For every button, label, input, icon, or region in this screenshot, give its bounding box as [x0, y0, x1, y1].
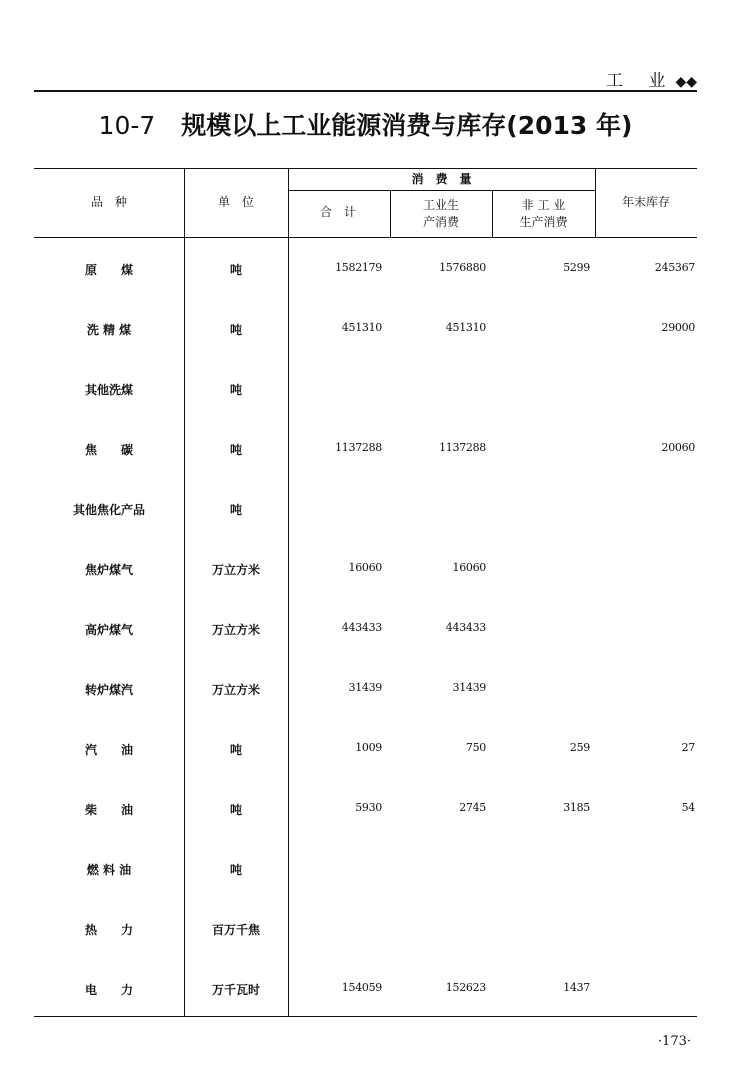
- table-row: [34, 681, 697, 701]
- row-unit: 吨: [229, 263, 242, 277]
- row-stock: 245367: [654, 261, 695, 274]
- row-variety: 原 煤: [84, 263, 133, 277]
- row-unit: 吨: [229, 383, 242, 397]
- table-row: [34, 801, 697, 821]
- row-unit: 百万千焦: [211, 923, 260, 937]
- row-variety: 焦炉煤气: [84, 563, 133, 577]
- table-row: [34, 381, 697, 401]
- row-total: 31439: [348, 681, 382, 694]
- row-stock: 29000: [661, 321, 695, 334]
- row-stock: 20060: [661, 441, 695, 454]
- table-header-rule: [34, 237, 697, 238]
- row-variety: 高炉煤气: [84, 623, 133, 637]
- row-industrial: 451310: [445, 321, 486, 334]
- row-unit: 万千瓦时: [211, 983, 260, 997]
- header-stock: 年末库存: [621, 195, 670, 209]
- row-total: 1009: [355, 741, 382, 754]
- row-nonindustrial: 5299: [563, 261, 590, 274]
- header-industrial-line2: 产消费: [422, 215, 459, 229]
- header-unit: 单 位: [217, 195, 254, 209]
- row-nonindustrial: 259: [569, 741, 590, 754]
- row-variety: 电 力: [84, 983, 133, 997]
- row-total: 16060: [348, 561, 382, 574]
- row-unit: 万立方米: [211, 683, 260, 697]
- row-unit: 万立方米: [211, 623, 260, 637]
- row-total: 443433: [341, 621, 382, 634]
- table-row: [34, 441, 697, 461]
- table-row: [34, 561, 697, 581]
- row-industrial: 31439: [452, 681, 486, 694]
- row-unit: 吨: [229, 803, 242, 817]
- page-title: [0, 106, 731, 142]
- row-total: 1582179: [335, 261, 382, 274]
- header-industrial-line1: 工业生: [422, 198, 459, 212]
- header-consumption: 消 费 量: [411, 172, 472, 186]
- table-row: [34, 741, 697, 761]
- header-total: 合 计: [320, 205, 357, 219]
- row-variety: 柴 油: [84, 803, 133, 817]
- row-unit: 吨: [229, 503, 242, 517]
- row-industrial: 443433: [445, 621, 486, 634]
- column-divider: [288, 169, 289, 1017]
- row-variety: 转炉煤汽: [84, 683, 133, 697]
- header-nonindustrial: [492, 197, 595, 231]
- section-name: 工 业: [606, 71, 676, 91]
- row-unit: 吨: [229, 743, 242, 757]
- table-row: [34, 621, 697, 641]
- row-variety: 其他焦化产品: [72, 503, 145, 517]
- page-number: ·173·: [657, 1034, 691, 1049]
- table-bottom-rule: [34, 1016, 697, 1017]
- row-total: 154059: [341, 981, 382, 994]
- table-title: 规模以上工业能源消费与库存(2013 年): [181, 111, 633, 140]
- row-nonindustrial: 3185: [563, 801, 590, 814]
- row-variety: 汽 油: [84, 743, 133, 757]
- header-variety: 品 种: [90, 195, 127, 209]
- row-variety: 热 力: [84, 923, 133, 937]
- row-industrial: 16060: [452, 561, 486, 574]
- header-industrial: [390, 197, 492, 231]
- table-number: 10-7: [98, 111, 156, 140]
- row-variety: 燃 料 油: [86, 863, 132, 877]
- diamond-icon: ◆◆: [675, 74, 697, 90]
- row-unit: 吨: [229, 443, 242, 457]
- row-unit: 吨: [229, 323, 242, 337]
- row-variety: 洗 精 煤: [86, 323, 132, 337]
- section-header: [606, 66, 697, 91]
- row-total: 451310: [341, 321, 382, 334]
- row-industrial: 1137288: [439, 441, 486, 454]
- row-stock: 27: [681, 741, 695, 754]
- header-nonindustrial-line2: 生产消费: [519, 215, 568, 229]
- table-row: [34, 321, 697, 341]
- row-total: 5930: [355, 801, 382, 814]
- table-row: [34, 981, 697, 1001]
- table-top-rule: [34, 168, 697, 169]
- table-row: [34, 501, 697, 521]
- row-nonindustrial: 1437: [563, 981, 590, 994]
- table-row: [34, 921, 697, 941]
- table-row: [34, 261, 697, 281]
- row-industrial: 750: [465, 741, 486, 754]
- row-unit: 吨: [229, 863, 242, 877]
- row-variety: 焦 碳: [84, 443, 133, 457]
- row-total: 1137288: [335, 441, 382, 454]
- row-variety: 其他洗煤: [84, 383, 133, 397]
- consumption-subheader-rule: [288, 190, 595, 191]
- row-industrial: 2745: [459, 801, 486, 814]
- row-stock: 54: [681, 801, 695, 814]
- header-rule: [34, 90, 697, 92]
- row-unit: 万立方米: [211, 563, 260, 577]
- row-industrial: 1576880: [439, 261, 486, 274]
- column-divider: [184, 169, 185, 1017]
- row-industrial: 152623: [445, 981, 486, 994]
- header-nonindustrial-line1: 非 工 业: [521, 198, 566, 212]
- table-row: [34, 861, 697, 881]
